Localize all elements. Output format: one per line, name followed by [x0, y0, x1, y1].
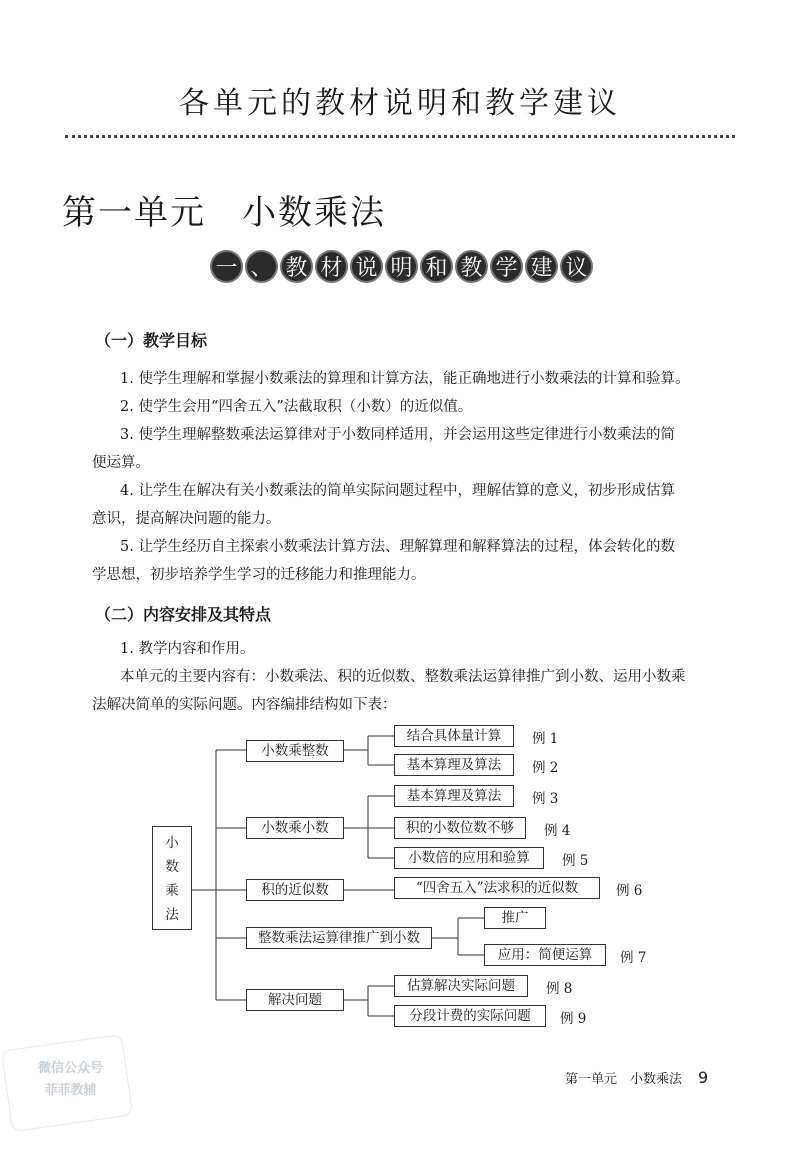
page-header-title: 各单元的教材说明和教学建议 — [179, 86, 621, 121]
goal-line: 便运算。 — [92, 455, 150, 471]
root-char: 数 — [165, 859, 179, 875]
banner-char: 、 — [245, 250, 278, 283]
node-decimal-times-integer: 小数乘整数 — [246, 740, 344, 762]
root-char: 小 — [165, 835, 179, 851]
unit-title: 第一单元 小数乘法 — [62, 193, 386, 233]
root-char: 乘 — [165, 883, 179, 899]
node-tiered-billing: 分段计费的实际问题 — [394, 1005, 546, 1027]
example-label: 例 5 — [562, 853, 589, 869]
example-label: 例 4 — [544, 823, 571, 839]
node-problem-solving: 解决问题 — [246, 989, 344, 1011]
goal-line: 意识，提高解决问题的能力。 — [92, 511, 281, 527]
example-label: 例 9 — [560, 1011, 587, 1027]
example-label: 例 6 — [616, 883, 643, 899]
banner-char: 说 — [350, 250, 383, 283]
section-heading-content: （二）内容安排及其特点 — [95, 605, 272, 624]
page-footer — [565, 1068, 708, 1087]
goal-line: 5. 让学生经历自主探索小数乘法计算方法、理解算理和解释算法的过程，体会转化的数 — [120, 539, 675, 555]
goal-line: 4. 让学生在解决有关小数乘法的简单实际问题过程中，理解估算的意义，初步形成估算 — [120, 483, 675, 499]
node-basic-arithmetic: 基本算理及算法 — [394, 785, 514, 807]
example-label: 例 3 — [532, 791, 559, 807]
banner-char: 和 — [420, 250, 453, 283]
page-number: 9 — [698, 1068, 709, 1087]
banner-char: 一 — [210, 250, 243, 283]
banner-char: 教 — [280, 250, 313, 283]
content-line: 法解决简单的实际问题。内容编排结构如下表： — [92, 697, 397, 713]
root-char: 法 — [165, 907, 179, 923]
section-heading-goals: （一）教学目标 — [95, 331, 208, 350]
footer-unit-label: 第一单元 小数乘法 — [565, 1072, 683, 1087]
banner-char: 建 — [525, 250, 558, 283]
example-label: 例 8 — [546, 981, 573, 997]
banner-char: 材 — [315, 250, 348, 283]
node-insufficient-places: 积的小数位数不够 — [394, 817, 526, 839]
node-simplified-calc: 应用：简便运算 — [484, 944, 606, 966]
example-label: 例 2 — [532, 760, 559, 776]
node-extend: 推广 — [484, 907, 546, 929]
content-line: 本单元的主要内容有：小数乘法、积的近似数、整数乘法运算律推广到小数、运用小数乘 — [120, 669, 686, 685]
banner-char: 教 — [455, 250, 488, 283]
goal-line: 学思想，初步培养学生学习的迁移能力和推理能力。 — [92, 567, 426, 583]
node-approximate-product: 积的近似数 — [246, 879, 344, 901]
node-multiple-application: 小数倍的应用和验算 — [394, 847, 544, 869]
goal-line: 2. 使学生会用“四舍五入”法截取积（小数）的近似值。 — [120, 399, 473, 415]
node-rounding-method: “四舍五入”法求积的近似数 — [394, 877, 600, 899]
node-laws-extended: 整数乘法运算律推广到小数 — [246, 927, 432, 949]
watermark-line: 菲菲教辅 — [44, 1083, 97, 1098]
banner-char: 明 — [385, 250, 418, 283]
content-subheading: 1. 教学内容和作用。 — [120, 641, 255, 657]
example-label: 例 7 — [620, 950, 647, 966]
banner-char: 议 — [560, 250, 593, 283]
node-decimal-times-decimal: 小数乘小数 — [246, 817, 344, 839]
node-concrete-calc: 结合具体量计算 — [394, 725, 514, 747]
watermark-line: 微信公众号 — [38, 1061, 104, 1076]
banner-char: 学 — [490, 250, 523, 283]
node-basic-arithmetic: 基本算理及算法 — [394, 754, 514, 776]
goal-line: 1. 使学生理解和掌握小数乘法的算理和计算方法，能正确地进行小数乘法的计算和验算。 — [120, 371, 690, 387]
example-label: 例 1 — [532, 731, 559, 747]
diagram-root-box — [152, 826, 192, 930]
node-estimation: 估算解决实际问题 — [394, 975, 528, 997]
goal-line: 3. 使学生理解整数乘法运算律对于小数同样适用，并会运用这些定律进行小数乘法的简 — [120, 427, 675, 443]
watermark — [38, 1058, 103, 1102]
